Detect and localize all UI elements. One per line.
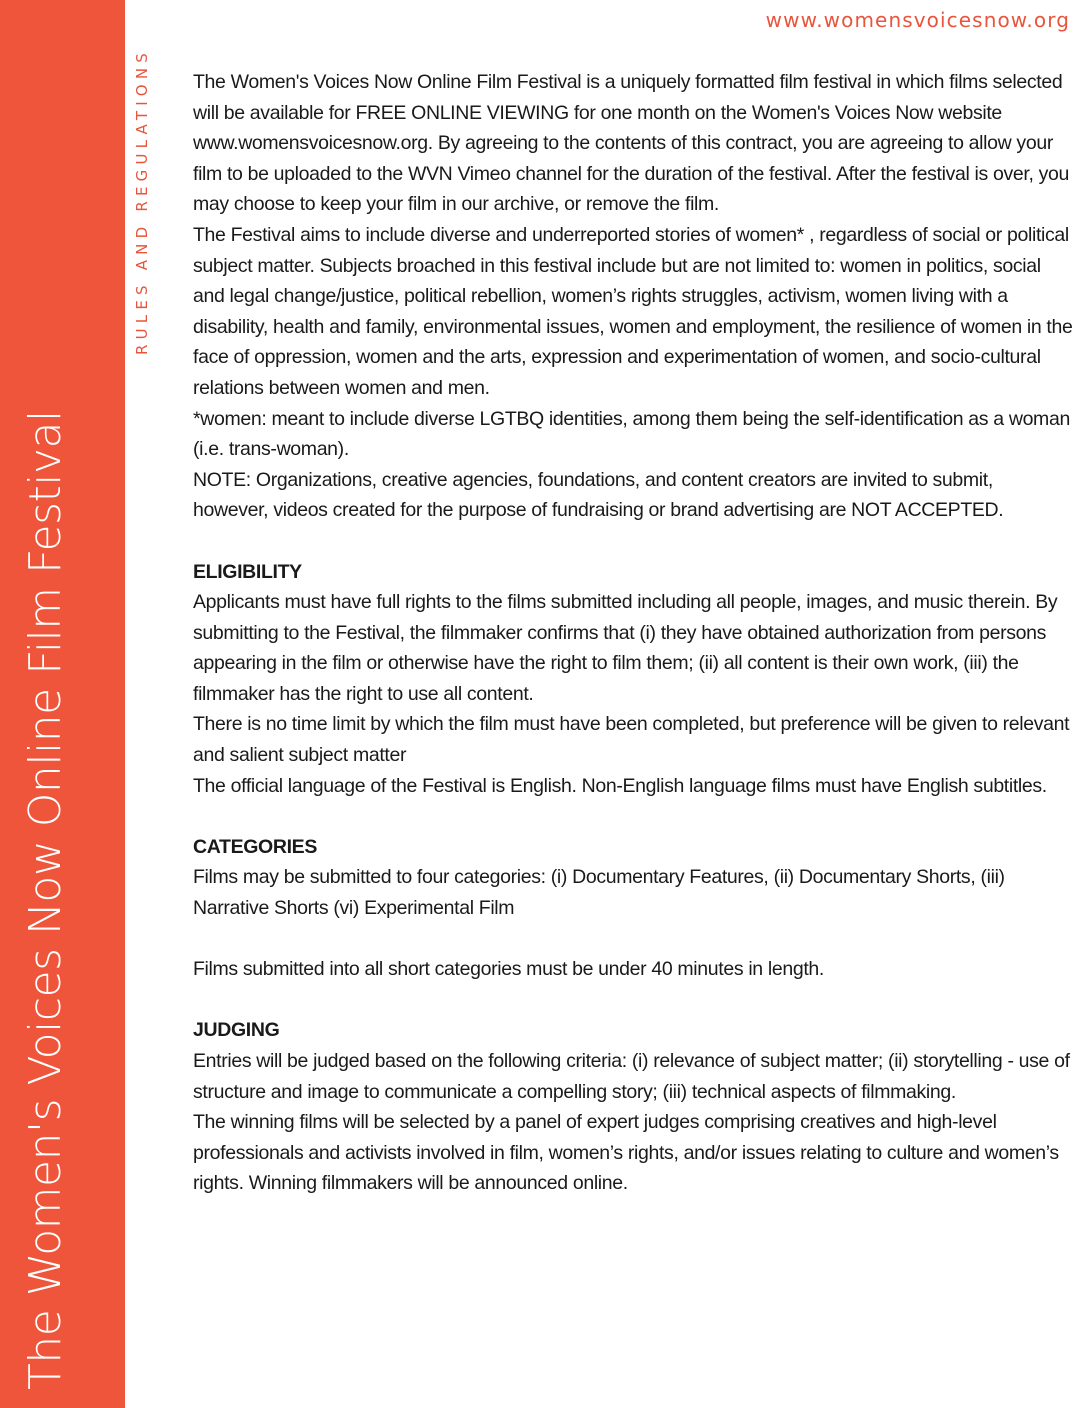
- spacer: [193, 526, 1073, 557]
- judging-paragraph: Entries will be judged based on the following criteria: (i) relevance of subject matter; (ii) storytelling - use of structure and image to communicate a compelling story; (iii) technical aspects of filmmaking.: [193, 1050, 1070, 1103]
- eligibility-heading: ELIGIBILITY: [193, 560, 302, 583]
- intro-note: NOTE: Organizations, creative agencies, foundations, and content creators are invited to submit, however, videos created for the purpose of fundraising or brand advertising are NOT ACCEPTED.: [193, 468, 1004, 522]
- festival-title: The Women's Voices Now Online Film Festival: [20, 410, 71, 1390]
- intro-paragraph: The Women's Voices Now Online Film Festival is a uniquely formatted film festival in which films selected will be available for FREE ONLINE VIEWING for one month on the Women's Voices Now website www.womensvoicesnow.org. By agreeing to the contents of this contract, you are agreeing to allow your film to be uploaded to the WVN Vimeo channel for the duration of the festival. After the festival is over, you may choose to keep your film in our archive, or remove the film.: [193, 71, 1069, 216]
- spacer: [193, 985, 1073, 1016]
- intro-paragraph: The Festival aims to include diverse and underreported stories of women* , regardless of social or political subject matter. Subjects broached in this festival include but are not limited to: women in politics, social and legal change/justice, political rebellion, women’s rights struggles, activism, women living with a disability, health and family, environmental issues, women and employment, the resilience of women in the face of oppression, women and the arts, expression and experimentation of women, and socio-cultural relations between women and men.: [193, 223, 1073, 399]
- judging-paragraph: The winning films will be selected by a panel of expert judges comprising creatives and high-level professionals and activists involved in film, women’s rights, and/or issues relating to culture and women’s rights. Winning filmmakers will be announced online.: [193, 1111, 1059, 1195]
- categories-heading: CATEGORIES: [193, 835, 317, 858]
- sidebar-band: [0, 0, 125, 1408]
- eligibility-paragraph: There is no time limit by which the film must have been completed, but preference will be given to relevant and salient subject matter: [193, 713, 1070, 767]
- eligibility-paragraph: The official language of the Festival is English. Non-English language films must have English subtitles.: [193, 774, 1047, 797]
- spacer: [193, 801, 1073, 832]
- categories-paragraph: Films submitted into all short categories must be under 40 minutes in length.: [193, 958, 824, 981]
- intro-footnote: *women: meant to include diverse LGTBQ identities, among them being the self-identification as a woman (i.e. trans-woman).: [193, 407, 1070, 461]
- spacer: [193, 924, 1073, 955]
- section-label: RULES AND REGULATIONS: [133, 48, 151, 355]
- eligibility-paragraph: Applicants must have full rights to the films submitted including all people, images, and music therein. By submitting to the Festival, the filmmaker confirms that (i) they have obtained authorization from persons appearing in the film or otherwise have the right to film them; (ii) all content is their own work, (iii) the filmmaker has the right to use all content.: [193, 591, 1058, 705]
- judging-heading: JUDGING: [193, 1019, 280, 1042]
- categories-paragraph: Films may be submitted to four categories: (i) Documentary Features, (ii) Documentary Shorts, (iii) Narrative Shorts (vi) Experimental Film: [193, 866, 1005, 920]
- document-body: [193, 67, 1073, 1199]
- site-url-link[interactable]: www.womensvoicesnow.org: [765, 8, 1070, 32]
